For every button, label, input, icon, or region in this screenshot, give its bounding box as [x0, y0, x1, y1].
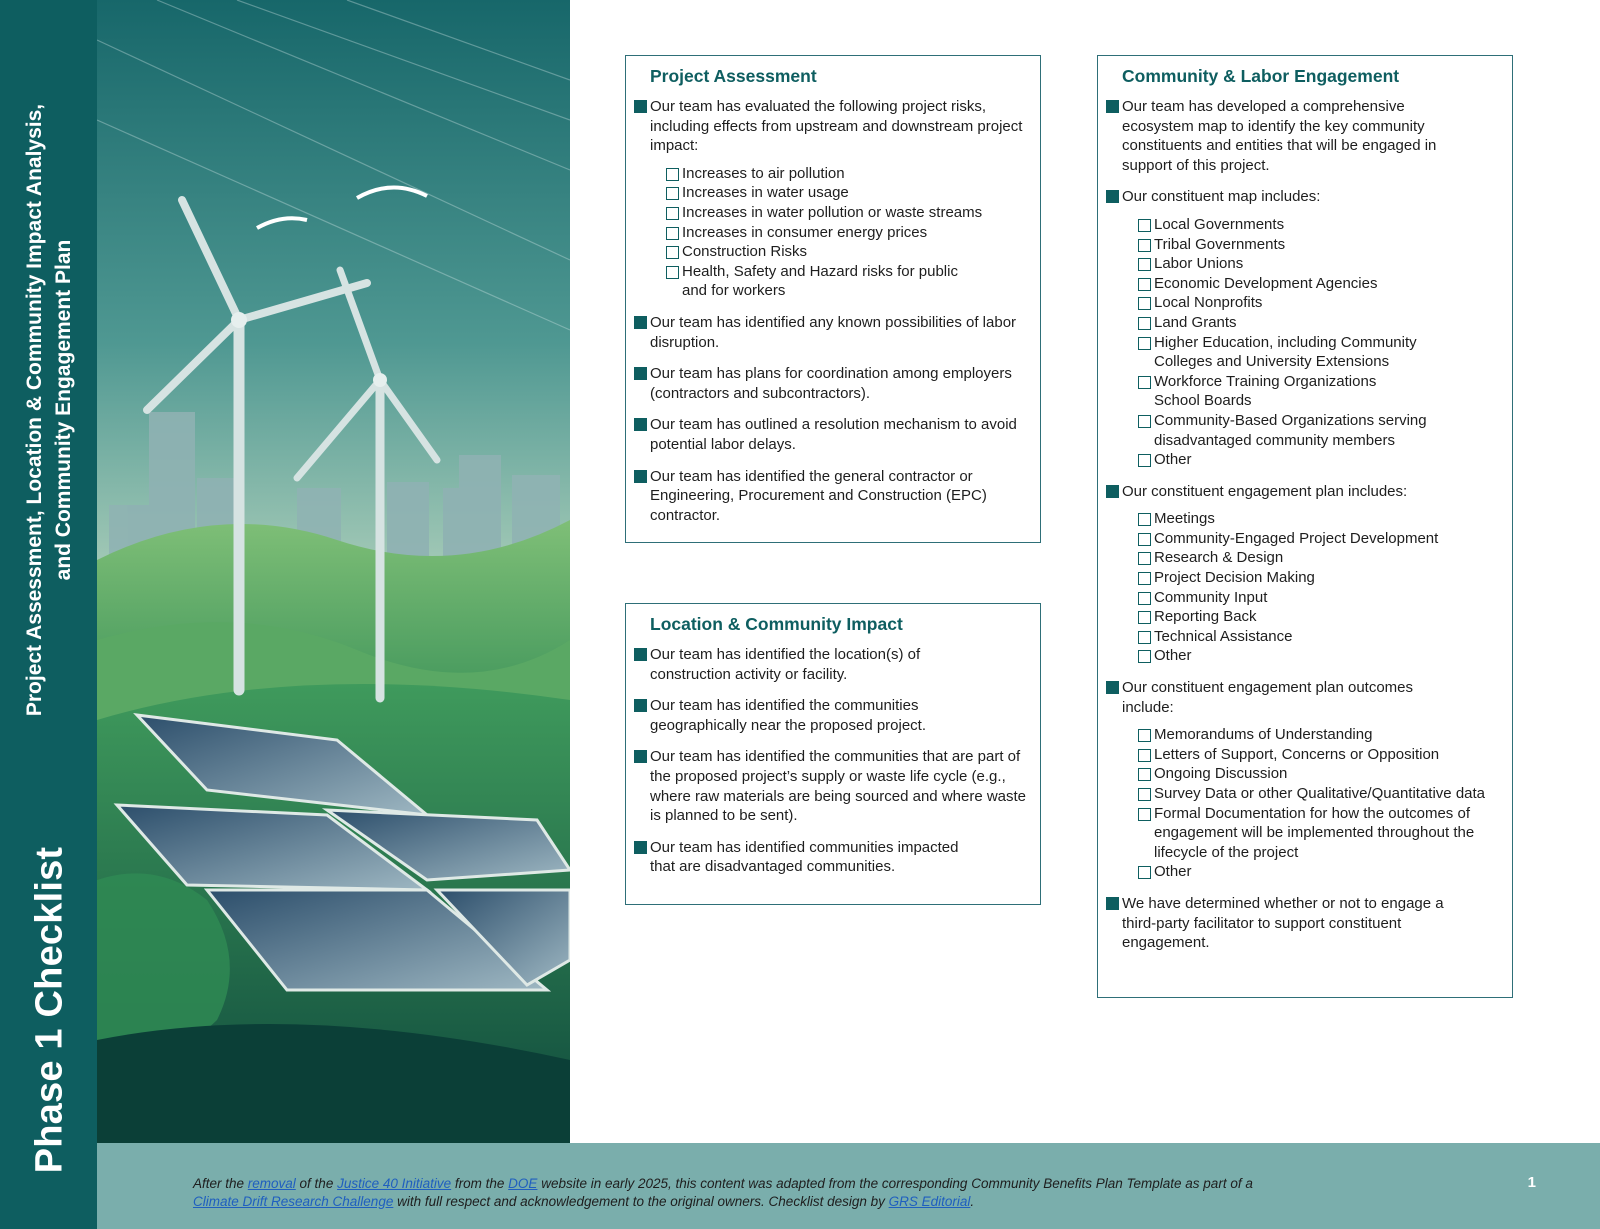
checklist-item: Our team has identified the communities geographically near the proposed project. — [626, 696, 966, 735]
checklist-item: Our team has identified the communities that are part of the proposed project’s supply or waste life cycle (e.g., where raw materials are being sourced and where waste is planned to be sent). — [626, 747, 1040, 825]
side-subtitle-line2: and Community Engagement Plan — [52, 239, 75, 581]
checkbox-item[interactable]: Other — [1138, 450, 1512, 470]
checklist-item: Our team has identified the general contractor or Engineering, Procurement and Construction (EPC) contractor. — [626, 467, 1006, 526]
checklist-item: Our constituent map includes: — [1098, 187, 1512, 207]
checkbox-item[interactable]: Memorandums of Understanding — [1138, 725, 1512, 745]
renewable-energy-illustration — [97, 0, 570, 1143]
checklist-item: Our team has outlined a resolution mechanism to avoid potential labor delays. — [626, 415, 1040, 454]
checkbox-item[interactable]: Formal Documentation for how the outcomes of engagement will be implemented throughout the lifecycle of the project — [1138, 804, 1488, 863]
checklist-item: Our team has plans for coordination among employers (contractors and subcontractors). — [626, 364, 1040, 403]
page-number: 1 — [1527, 1174, 1536, 1191]
footer-attribution — [193, 1175, 1393, 1210]
justice40-link[interactable]: Justice 40 Initiative — [337, 1176, 452, 1191]
side-subtitle — [20, 104, 78, 716]
checkbox-item[interactable]: Economic Development Agencies — [1138, 274, 1512, 294]
checkbox-item[interactable]: Survey Data or other Qualitative/Quantitative data — [1138, 784, 1488, 804]
checkbox-item[interactable]: Community Input — [1138, 588, 1512, 608]
checkbox-item[interactable]: Labor Unions — [1138, 254, 1512, 274]
page-title: Phase 1 Checklist — [28, 846, 71, 1174]
community-labor-box — [1097, 55, 1513, 998]
side-title-area — [0, 0, 97, 1229]
checkbox-item[interactable]: Project Decision Making — [1138, 568, 1512, 588]
checklist-item: Our team has identified any known possibilities of labor disruption. — [626, 313, 1040, 352]
checklist-item: Our constituent engagement plan includes: — [1098, 482, 1512, 502]
doe-link[interactable]: DOE — [508, 1176, 538, 1191]
checkbox-item[interactable]: Higher Education, including Community Colleges and University Extensions — [1138, 333, 1448, 372]
footer-text-5: with full respect and acknowledgement to the original owners. Checklist design by — [393, 1193, 889, 1209]
footer-text-3: from the — [451, 1176, 509, 1191]
checkbox-item[interactable]: Meetings — [1138, 509, 1512, 529]
checkbox-item[interactable]: Ongoing Discussion — [1138, 764, 1512, 784]
engagement-outcomes-list — [1138, 725, 1512, 882]
checklist-item: Our team has identified communities impacted that are disadvantaged communities. — [626, 838, 986, 877]
footer-band — [97, 1143, 1600, 1229]
removal-link[interactable]: removal — [247, 1176, 296, 1191]
community-labor-title: Community & Labor Engagement — [1122, 66, 1400, 86]
checklist-item: Our team has developed a comprehensive ecosystem map to identify the key community constituents and entities that will be engaged in support of this project. — [1098, 97, 1468, 175]
checkbox-item[interactable]: Other — [1138, 862, 1512, 882]
climate-drift-link[interactable]: Climate Drift Research Challenge — [193, 1193, 394, 1209]
footer-text-1: After the — [193, 1176, 248, 1191]
checkbox-item[interactable]: Tribal Governments — [1138, 235, 1512, 255]
location-impact-title: Location & Community Impact — [650, 614, 903, 634]
checkbox-item[interactable]: Community-Based Organizations serving disadvantaged community members — [1138, 411, 1458, 450]
footer-text-6: . — [970, 1193, 975, 1209]
checkbox-item[interactable]: Increases in water pollution or waste streams — [666, 203, 1040, 223]
checkbox-item[interactable]: Increases to air pollution — [666, 164, 1040, 184]
checklist-item: Our team has identified the location(s) of construction activity or facility. — [626, 645, 966, 684]
project-assessment-box — [625, 55, 1041, 543]
checklist-item: We have determined whether or not to engage a third-party facilitator to support constituent engagement. — [1098, 894, 1458, 953]
location-impact-box — [625, 603, 1041, 905]
checkbox-item[interactable]: Letters of Support, Concerns or Opposition — [1138, 745, 1512, 765]
checklist-item: Our constituent engagement plan outcomes include: — [1098, 678, 1438, 717]
grs-editorial-link[interactable]: GRS Editorial — [888, 1193, 971, 1209]
risk-checkbox-list — [666, 164, 1040, 301]
side-subtitle-line1: Project Assessment, Location & Community Impact Analysis, — [23, 103, 46, 717]
checklist-item: Our team has evaluated the following project risks, including effects from upstream and downstream project impact: — [626, 97, 1040, 156]
project-assessment-title: Project Assessment — [650, 66, 817, 86]
checkbox-item[interactable]: Community-Engaged Project Development — [1138, 529, 1512, 549]
footer-text-2: of the — [295, 1176, 338, 1191]
checkbox-item[interactable]: Research & Design — [1138, 548, 1512, 568]
checkbox-item[interactable]: Construction Risks — [666, 242, 1040, 262]
checkbox-continuation: School Boards — [1154, 392, 1252, 410]
checkbox-item[interactable]: Technical Assistance — [1138, 627, 1512, 647]
checkbox-item[interactable]: Increases in consumer energy prices — [666, 223, 1040, 243]
checkbox-item[interactable]: Health, Safety and Hazard risks for public and for workers — [666, 262, 981, 301]
engagement-plan-list — [1138, 509, 1512, 666]
footer-text-4: website in early 2025, this content was adapted from the corresponding Community Benefits Plan Template as part of a — [537, 1176, 1253, 1191]
checkbox-item[interactable]: Local Nonprofits — [1138, 293, 1512, 313]
checkbox-item[interactable]: Land Grants — [1138, 313, 1512, 333]
constituent-map-list — [1138, 215, 1512, 470]
checkbox-item[interactable]: Other — [1138, 646, 1512, 666]
illustration-graphic — [97, 0, 570, 1143]
checkbox-item[interactable]: Workforce Training Organizations — [1138, 372, 1512, 392]
checkbox-item[interactable]: Local Governments — [1138, 215, 1512, 235]
checkbox-item[interactable]: Reporting Back — [1138, 607, 1512, 627]
checkbox-item[interactable]: Increases in water usage — [666, 183, 1040, 203]
